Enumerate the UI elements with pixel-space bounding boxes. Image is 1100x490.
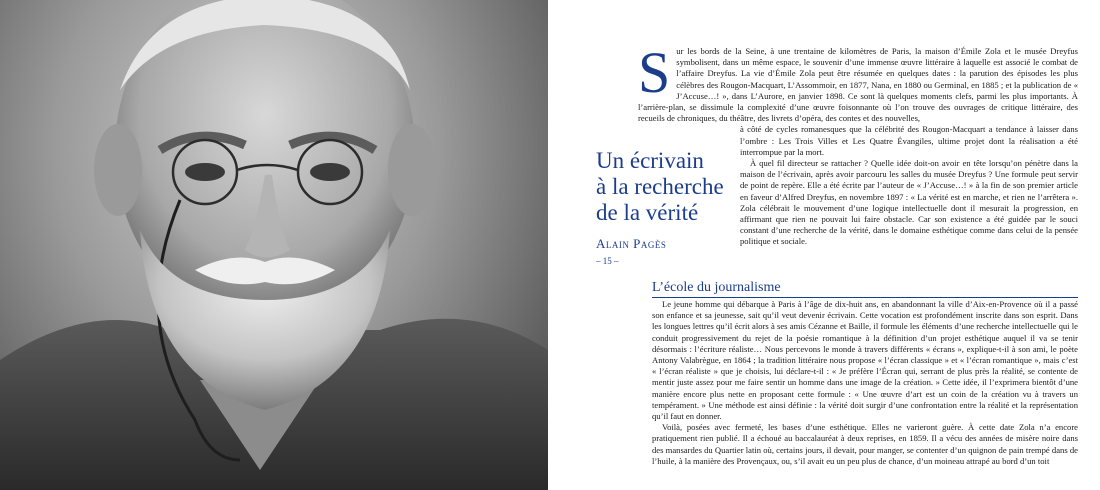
intro-text	[638, 40, 1078, 248]
intro-paragraph: à côté de cycles romanesques que la célébrité des Rougon-Macquart a tendance à laisser dans l’ombre : Les Trois Villes et Les Quatre Évangiles, ultime projet dont la réalisation a été interrompue par la mort.	[740, 124, 1078, 157]
section-divider	[652, 297, 1078, 298]
portrait-illustration	[0, 0, 548, 490]
intro-paragraph: ur les bords de la Seine, à une trentaine de kilomètres de Paris, la maison d’Émile Zola et le musée Dreyfus symbolisent, dans un même espace, le souvenir d’une immense œuvre littéraire à laquelle est associé le combat de l’affaire Dreyfus. La vie d’Émile Zola peut être résumée en quelques dates : la parution des épisodes les plus célèbres des Rougon-Macquart, L’Assommoir, en 1877, Nana, en 1880 ou Germinal, en 1885 ; et la publication de « J’Accuse…! », dans L’Aurore, en janvier 1898. Ce sont là quelques moments clefs, parmi les plus importants. À l’arrière-plan, se dissimule la complexité d’une œuvre foisonnante où l’on trouve des ouvrages de critique littéraire, des recueils de chroniques, du théâtre, des livrets d’opéra, des contes et des nouvelles,	[638, 46, 1078, 124]
title-line: à la recherche	[596, 174, 724, 199]
intro-paragraph: À quel fil directeur se rattacher ? Quelle idée doit-on avoir en tête lorsqu’on pénètre dans la maison de l’écrivain, après avoir parcouru les salles du musée Dreyfus ? Une formule peut servir de point de repère. Elle a été écrite par l’auteur de « J’Accuse…! » à la fin de son premier article en faveur d’Alfred Dreyfus, en novembre 1897 : « La vérité est en marche, et rien ne l’arrêtera ». Zola célébrait le mouvement d’une logique intellectuelle dont il mesurait la progression, en affirmant que rien ne pouvait lui faire obstacle. Car son existence a été guidée par le souci constant d’une recherche de la vérité, dans le domaine esthétique comme dans celui de la pensée politique et sociale.	[740, 158, 1078, 247]
title-line: Un écrivain	[596, 148, 704, 173]
page-number: – 15 –	[596, 256, 619, 266]
article-page	[548, 0, 1100, 490]
section-body	[652, 299, 1078, 467]
drop-cap: S	[638, 40, 671, 105]
article-author: Alain Pagès	[596, 236, 667, 251]
body-paragraph: Voilà, posées avec fermeté, les bases d’une esthétique. Elles ne varieront guère. À cette date Zola n’a encore pratiquement rien publié. Il a échoué au baccalauréat à deux reprises, en 1859. Il a vécu des années de misère noire dans des mansardes du Quartier latin où, certains jours, il devait, pour manger, se contenter d’un quignon de pain trempé dans de l’huile, à la manière des Provençaux, ou, s’il avait eu un peu plus de chance, d’un moineau attrapé au bord d’un toit	[652, 422, 1078, 466]
section-heading: L’école du journalisme	[652, 280, 781, 295]
body-paragraph: Le jeune homme qui débarque à Paris à l’âge de dix-huit ans, en abandonnant la ville d’Aix-en-Provence où il a passé son enfance et sa jeunesse, sait qu’il veut devenir écrivain. Cette vocation est profondément inscrite dans son esprit. Dans les longues lettres qu’il écrit alors à ses amis Cézanne et Baille, il formule les éléments d’une recherche intellectuelle qui le conduit progressivement du rejet de la poésie romantique à la définition d’un projet esthétique auquel il va se tenir désormais : l’écriture réaliste… Nous percevons le monde à travers différents « écrans », explique-t-il à son ami, le poète Antony Valabrègue, en 1864 ; la tradition littéraire nous propose « l’écran classique » et « l’écran romantique », mais c’est « l’écran réaliste » que je choisis, lui déclare-t-il : « Je préfère l’Écran qui, serrant de plus près la réalité, se contente de mentir juste assez pour me faire sentir un homme dans une image de la création. » Cette idée, il l’exprimera bientôt d’une manière encore plus nette en proposant cette formule : « Une œuvre d’art est un coin de la création vu à travers un tempérament. » Une méthode est ainsi définie : la vérité doit surgir d’une confrontation entre la réalité et la représentation qu’il faut en donner.	[652, 299, 1078, 422]
author-portrait-photo	[0, 0, 548, 490]
title-line: de la vérité	[596, 200, 699, 225]
